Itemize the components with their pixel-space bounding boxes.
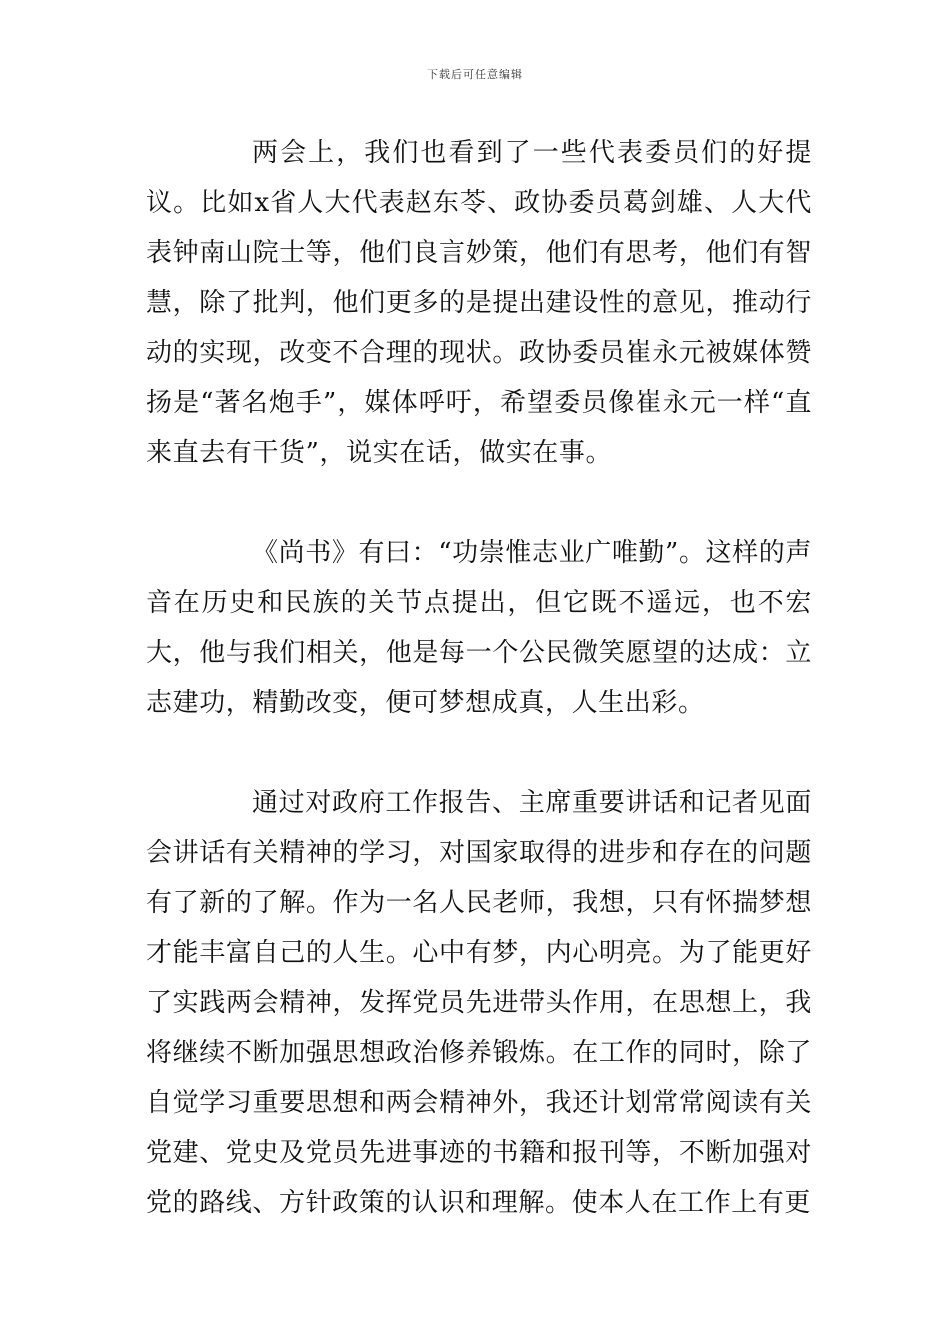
page-header-note: 下载后可任意编辑 <box>427 68 523 81</box>
paragraph-1: 两会上，我们也看到了一些代表委员们的好提议。比如x省人大代表赵东苓、政协委员葛剑雄、人大代表钟南山院士等，他们良言妙策，他们有思考，他们有智慧，除了批判，他们更多的是提出建设性的意见，推动行动的实现，改变不合理的现状。政协委员崔永元被媒体赞扬是“著名炮手”，媒体呼吁，希望委员像崔永元一样“直来直去有干货”，说实在话，做实在事。 <box>146 138 812 468</box>
document-body <box>146 128 812 1278</box>
paragraph-3: 通过对政府工作报告、主席重要讲话和记者见面会讲话有关精神的学习，对国家取得的进步和存在的问题有了新的了解。作为一名人民老师，我想，只有怀揣梦想才能丰富自己的人生。心中有梦，内心明亮。为了能更好了实践两会精神，发挥党员先进带头作用，在思想上，我将继续不断加强思想政治修养锻炼。在工作的同时，除了自觉学习重要思想和两会精神外，我还计划常常阅读有关党建、党史及党员先进事迹的书籍和报刊等，不断加强对党的路线、方针政策的认识和理解。使本人在工作上有更 <box>146 788 812 1218</box>
paragraph-2: 《尚书》有曰：“功崇惟志业广唯勤”。这样的声音在历史和民族的关节点提出，但它既不遥远，也不宏大，他与我们相关，他是每一个公民微笑愿望的达成：立志建功，精勤改变，便可梦想成真，人生出彩。 <box>146 538 812 718</box>
